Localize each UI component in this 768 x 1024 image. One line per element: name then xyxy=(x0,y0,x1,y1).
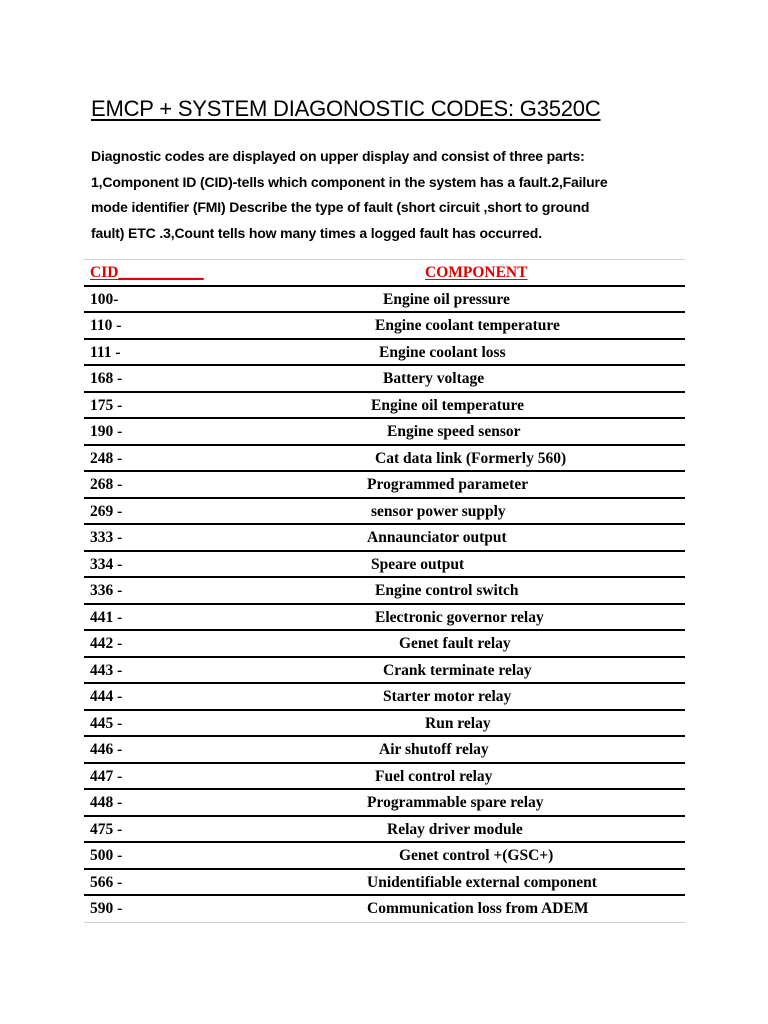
table-row xyxy=(84,711,685,738)
component-cell: Annaunciator output xyxy=(367,529,507,546)
table-row xyxy=(84,870,685,897)
cid-cell: 111 - xyxy=(90,343,121,361)
table-row xyxy=(84,658,685,685)
table-row xyxy=(84,287,685,314)
table-row xyxy=(84,366,685,393)
table-header-row xyxy=(84,260,685,287)
cid-cell: 442 - xyxy=(90,635,123,652)
component-cell: Communication loss from ADEM xyxy=(367,900,589,917)
component-cell: Genet fault relay xyxy=(399,635,511,652)
cid-cell: 443 - xyxy=(90,661,123,679)
cid-cell: 566 - xyxy=(90,873,123,891)
cid-cell: 500 - xyxy=(90,847,123,864)
cid-cell: 590 - xyxy=(90,900,123,917)
component-cell: Battery voltage xyxy=(383,370,485,387)
cid-cell: 445 - xyxy=(90,714,123,732)
cid-cell: 100- xyxy=(90,290,119,308)
table-row xyxy=(84,896,685,923)
table-row xyxy=(84,684,685,711)
component-cell: Engine speed sensor xyxy=(387,423,521,440)
cid-cell: 268 - xyxy=(90,476,123,493)
component-cell: Electronic governor relay xyxy=(375,608,544,626)
cid-cell: 168 - xyxy=(90,370,123,387)
table-row xyxy=(84,525,685,552)
cid-cell: 248 - xyxy=(90,449,123,467)
table-row xyxy=(84,340,685,367)
cid-cell: 269 - xyxy=(90,502,123,520)
intro-paragraph xyxy=(91,144,691,246)
cid-cell: 446 - xyxy=(90,741,123,758)
header-component: COMPONENT xyxy=(425,264,528,281)
table-row xyxy=(84,552,685,579)
table-row xyxy=(84,419,685,446)
component-cell: Relay driver module xyxy=(387,820,523,838)
component-cell: Genet control +(GSC+) xyxy=(399,847,554,864)
table-row xyxy=(84,764,685,791)
component-cell: Cat data link (Formerly 560) xyxy=(375,449,567,467)
component-cell: sensor power supply xyxy=(371,502,506,520)
component-cell: Programmable spare relay xyxy=(367,794,544,811)
document-title: EMCP + SYSTEM DIAGONOSTIC CODES: G3520C xyxy=(91,96,601,121)
table-row xyxy=(84,790,685,817)
table-row xyxy=(84,843,685,870)
table-row xyxy=(84,393,685,420)
table-row xyxy=(84,631,685,658)
intro-line: fault) ETC .3,Count tells how many times a logged fault has occurred. xyxy=(91,224,542,241)
cid-cell: 441 - xyxy=(90,608,123,626)
component-cell: Fuel control relay xyxy=(375,767,493,785)
table-row xyxy=(84,499,685,526)
component-cell: Unidentifiable external component xyxy=(367,873,597,891)
cid-cell: 475 - xyxy=(90,820,123,838)
component-cell: Run relay xyxy=(425,714,491,732)
intro-line: 1,Component ID (CID)-tells which component in the system has a fault.2,Failure xyxy=(91,173,608,190)
cid-cell: 447 - xyxy=(90,767,123,785)
component-cell: Air shutoff relay xyxy=(379,741,489,758)
component-cell: Engine coolant temperature xyxy=(375,317,560,334)
cid-cell: 336 - xyxy=(90,582,123,599)
component-cell: Engine control switch xyxy=(375,582,519,599)
component-cell: Engine coolant loss xyxy=(379,343,506,361)
table-row xyxy=(84,472,685,499)
table-row xyxy=(84,737,685,764)
cid-cell: 175 - xyxy=(90,396,123,414)
intro-line: Diagnostic codes are displayed on upper display and consist of three parts: xyxy=(91,148,585,164)
table-row xyxy=(84,578,685,605)
component-cell: Engine oil pressure xyxy=(383,290,510,308)
cid-cell: 448 - xyxy=(90,794,123,811)
component-cell: Speare output xyxy=(371,555,465,573)
component-cell: Crank terminate relay xyxy=(383,661,532,679)
table-row xyxy=(84,817,685,844)
header-cid: CID___________ xyxy=(90,264,204,281)
component-cell: Programmed parameter xyxy=(367,476,529,493)
cid-cell: 190 - xyxy=(90,423,123,440)
component-cell: Engine oil temperature xyxy=(371,396,524,414)
intro-line: mode identifier (FMI) Describe the type of fault (short circuit ,short to ground xyxy=(91,199,590,215)
diagnostic-codes-table xyxy=(84,259,685,923)
component-cell: Starter motor relay xyxy=(383,688,512,705)
cid-cell: 333 - xyxy=(90,529,123,546)
cid-cell: 334 - xyxy=(90,555,123,573)
cid-cell: 444 - xyxy=(90,688,123,705)
table-row xyxy=(84,605,685,632)
table-row xyxy=(84,313,685,340)
table-row xyxy=(84,446,685,473)
cid-cell: 110 - xyxy=(90,317,122,334)
